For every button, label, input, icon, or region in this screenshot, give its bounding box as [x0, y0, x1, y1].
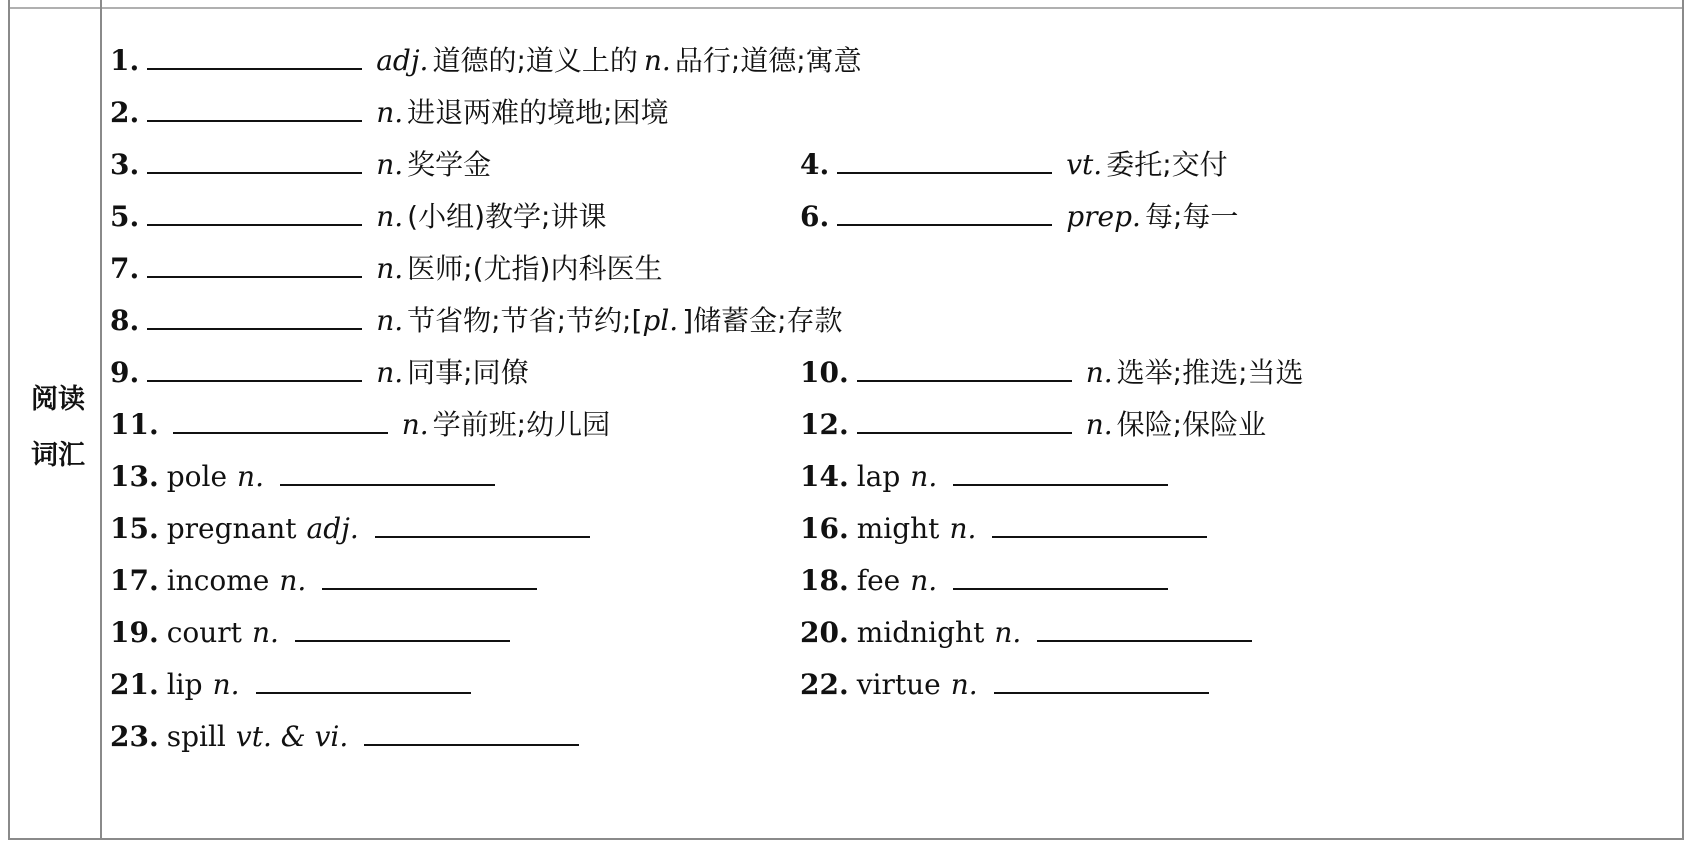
vocab-item-12 — [800, 404, 1266, 444]
vocab-item-1 — [110, 40, 862, 80]
item-number: 15. — [110, 512, 159, 545]
answer-blank[interactable] — [147, 300, 362, 330]
answer-blank[interactable] — [147, 40, 362, 70]
vocab-item-7 — [110, 248, 662, 288]
vocab-item-16 — [800, 508, 1207, 548]
answer-blank[interactable] — [147, 352, 362, 382]
vocab-item-4 — [800, 144, 1228, 184]
section-label-line1: 阅读 — [31, 384, 85, 415]
section-label-line2: 词汇 — [31, 440, 85, 471]
vocab-item-8 — [110, 300, 843, 340]
part-of-speech: n. — [949, 512, 977, 545]
meaning: 道德的;道义上的 — [432, 44, 638, 77]
vocab-item-21 — [110, 664, 471, 704]
item-number: 3. — [110, 148, 140, 181]
item-number: 1. — [110, 44, 140, 77]
item-number: 20. — [800, 616, 849, 649]
meaning: 选举;推选;当选 — [1116, 356, 1304, 389]
vocab-item-3 — [110, 144, 491, 184]
part-of-speech-2: pl. — [642, 304, 679, 337]
part-of-speech: n. — [376, 96, 404, 129]
answer-blank[interactable] — [837, 144, 1052, 174]
item-number: 18. — [800, 564, 849, 597]
answer-blank[interactable] — [994, 664, 1209, 694]
vocab-item-20 — [800, 612, 1252, 652]
meaning: (小组)教学;讲课 — [407, 200, 607, 233]
part-of-speech: n. — [376, 356, 404, 389]
part-of-speech-2: n. — [643, 44, 671, 77]
part-of-speech: adj. — [376, 44, 429, 77]
english-word: lap — [856, 460, 901, 493]
item-number: 4. — [800, 148, 830, 181]
english-word: court — [166, 616, 242, 649]
answer-blank[interactable] — [953, 456, 1168, 486]
answer-blank[interactable] — [857, 404, 1072, 434]
part-of-speech: n. — [401, 408, 429, 441]
vocab-item-11 — [110, 404, 610, 444]
part-of-speech: vt. — [1066, 148, 1103, 181]
item-number: 14. — [800, 460, 849, 493]
section-label — [16, 372, 100, 484]
english-word: income — [166, 564, 270, 597]
meaning: 节省物;节省;节约;[ — [407, 304, 643, 337]
part-of-speech: n. — [212, 668, 240, 701]
meaning: 医师;(尤指)内科医生 — [407, 252, 663, 285]
meaning: 每;每一 — [1144, 200, 1239, 233]
english-word: fee — [856, 564, 901, 597]
english-word: pregnant — [166, 512, 297, 545]
vocab-item-5 — [110, 196, 606, 236]
meaning: 保险;保险业 — [1116, 408, 1267, 441]
vocab-item-6 — [800, 196, 1238, 236]
vocab-item-22 — [800, 664, 1209, 704]
part-of-speech: n. — [950, 668, 978, 701]
answer-blank[interactable] — [953, 560, 1168, 590]
english-word: lip — [166, 668, 203, 701]
english-word: midnight — [856, 616, 985, 649]
vocab-item-13 — [110, 456, 495, 496]
english-word: pole — [166, 460, 228, 493]
vocab-item-15 — [110, 508, 590, 548]
part-of-speech: n. — [910, 460, 938, 493]
part-of-speech: n. — [376, 148, 404, 181]
item-number: 23. — [110, 720, 159, 753]
vocab-item-19 — [110, 612, 510, 652]
vocab-item-14 — [800, 456, 1168, 496]
part-of-speech: n. — [279, 564, 307, 597]
item-number: 22. — [800, 668, 849, 701]
answer-blank[interactable] — [364, 716, 579, 746]
vocab-item-2 — [110, 92, 669, 132]
answer-blank[interactable] — [173, 404, 388, 434]
item-number: 7. — [110, 252, 140, 285]
answer-blank[interactable] — [295, 612, 510, 642]
item-number: 13. — [110, 460, 159, 493]
item-number: 12. — [800, 408, 849, 441]
meaning: 进退两难的境地;困境 — [407, 96, 669, 129]
answer-blank[interactable] — [837, 196, 1052, 226]
answer-blank[interactable] — [1037, 612, 1252, 642]
answer-blank[interactable] — [147, 196, 362, 226]
meaning-2: ]储蓄金;存款 — [682, 304, 843, 337]
answer-blank[interactable] — [375, 508, 590, 538]
part-of-speech: adj. — [306, 512, 359, 545]
part-of-speech: prep. — [1066, 200, 1141, 233]
part-of-speech: n. — [910, 564, 938, 597]
vocab-item-9 — [110, 352, 529, 392]
answer-blank[interactable] — [857, 352, 1072, 382]
item-number: 9. — [110, 356, 140, 389]
answer-blank[interactable] — [147, 248, 362, 278]
item-number: 5. — [110, 200, 140, 233]
part-of-speech: n. — [251, 616, 279, 649]
meaning: 奖学金 — [407, 148, 492, 181]
part-of-speech: vt. & vi. — [235, 720, 349, 753]
english-word: spill — [166, 720, 226, 753]
part-of-speech: n. — [376, 252, 404, 285]
part-of-speech: n. — [376, 200, 404, 233]
answer-blank[interactable] — [992, 508, 1207, 538]
vocab-item-18 — [800, 560, 1168, 600]
answer-blank[interactable] — [147, 144, 362, 174]
part-of-speech: n. — [237, 460, 264, 493]
item-number: 8. — [110, 304, 140, 337]
answer-blank[interactable] — [147, 92, 362, 122]
answer-blank[interactable] — [280, 456, 495, 486]
meaning-2: 品行;道德;寓意 — [674, 44, 862, 77]
item-number: 2. — [110, 96, 140, 129]
english-word: might — [856, 512, 940, 545]
meaning: 同事;同僚 — [407, 356, 529, 389]
meaning: 委托;交付 — [1106, 148, 1228, 181]
vocab-item-23 — [110, 716, 579, 756]
column-divider — [100, 0, 102, 840]
item-number: 19. — [110, 616, 159, 649]
item-number: 6. — [800, 200, 830, 233]
part-of-speech: n. — [1085, 356, 1113, 389]
vocab-item-17 — [110, 560, 537, 600]
part-of-speech: n. — [376, 304, 404, 337]
vocab-item-10 — [800, 352, 1304, 392]
english-word: virtue — [856, 668, 941, 701]
item-number: 21. — [110, 668, 159, 701]
answer-blank[interactable] — [256, 664, 471, 694]
part-of-speech: n. — [1085, 408, 1113, 441]
answer-blank[interactable] — [322, 560, 537, 590]
part-of-speech: n. — [994, 616, 1022, 649]
meaning: 学前班;幼儿园 — [432, 408, 611, 441]
item-number: 17. — [110, 564, 159, 597]
item-number: 11. — [110, 408, 159, 441]
item-number: 10. — [800, 356, 849, 389]
item-number: 16. — [800, 512, 849, 545]
